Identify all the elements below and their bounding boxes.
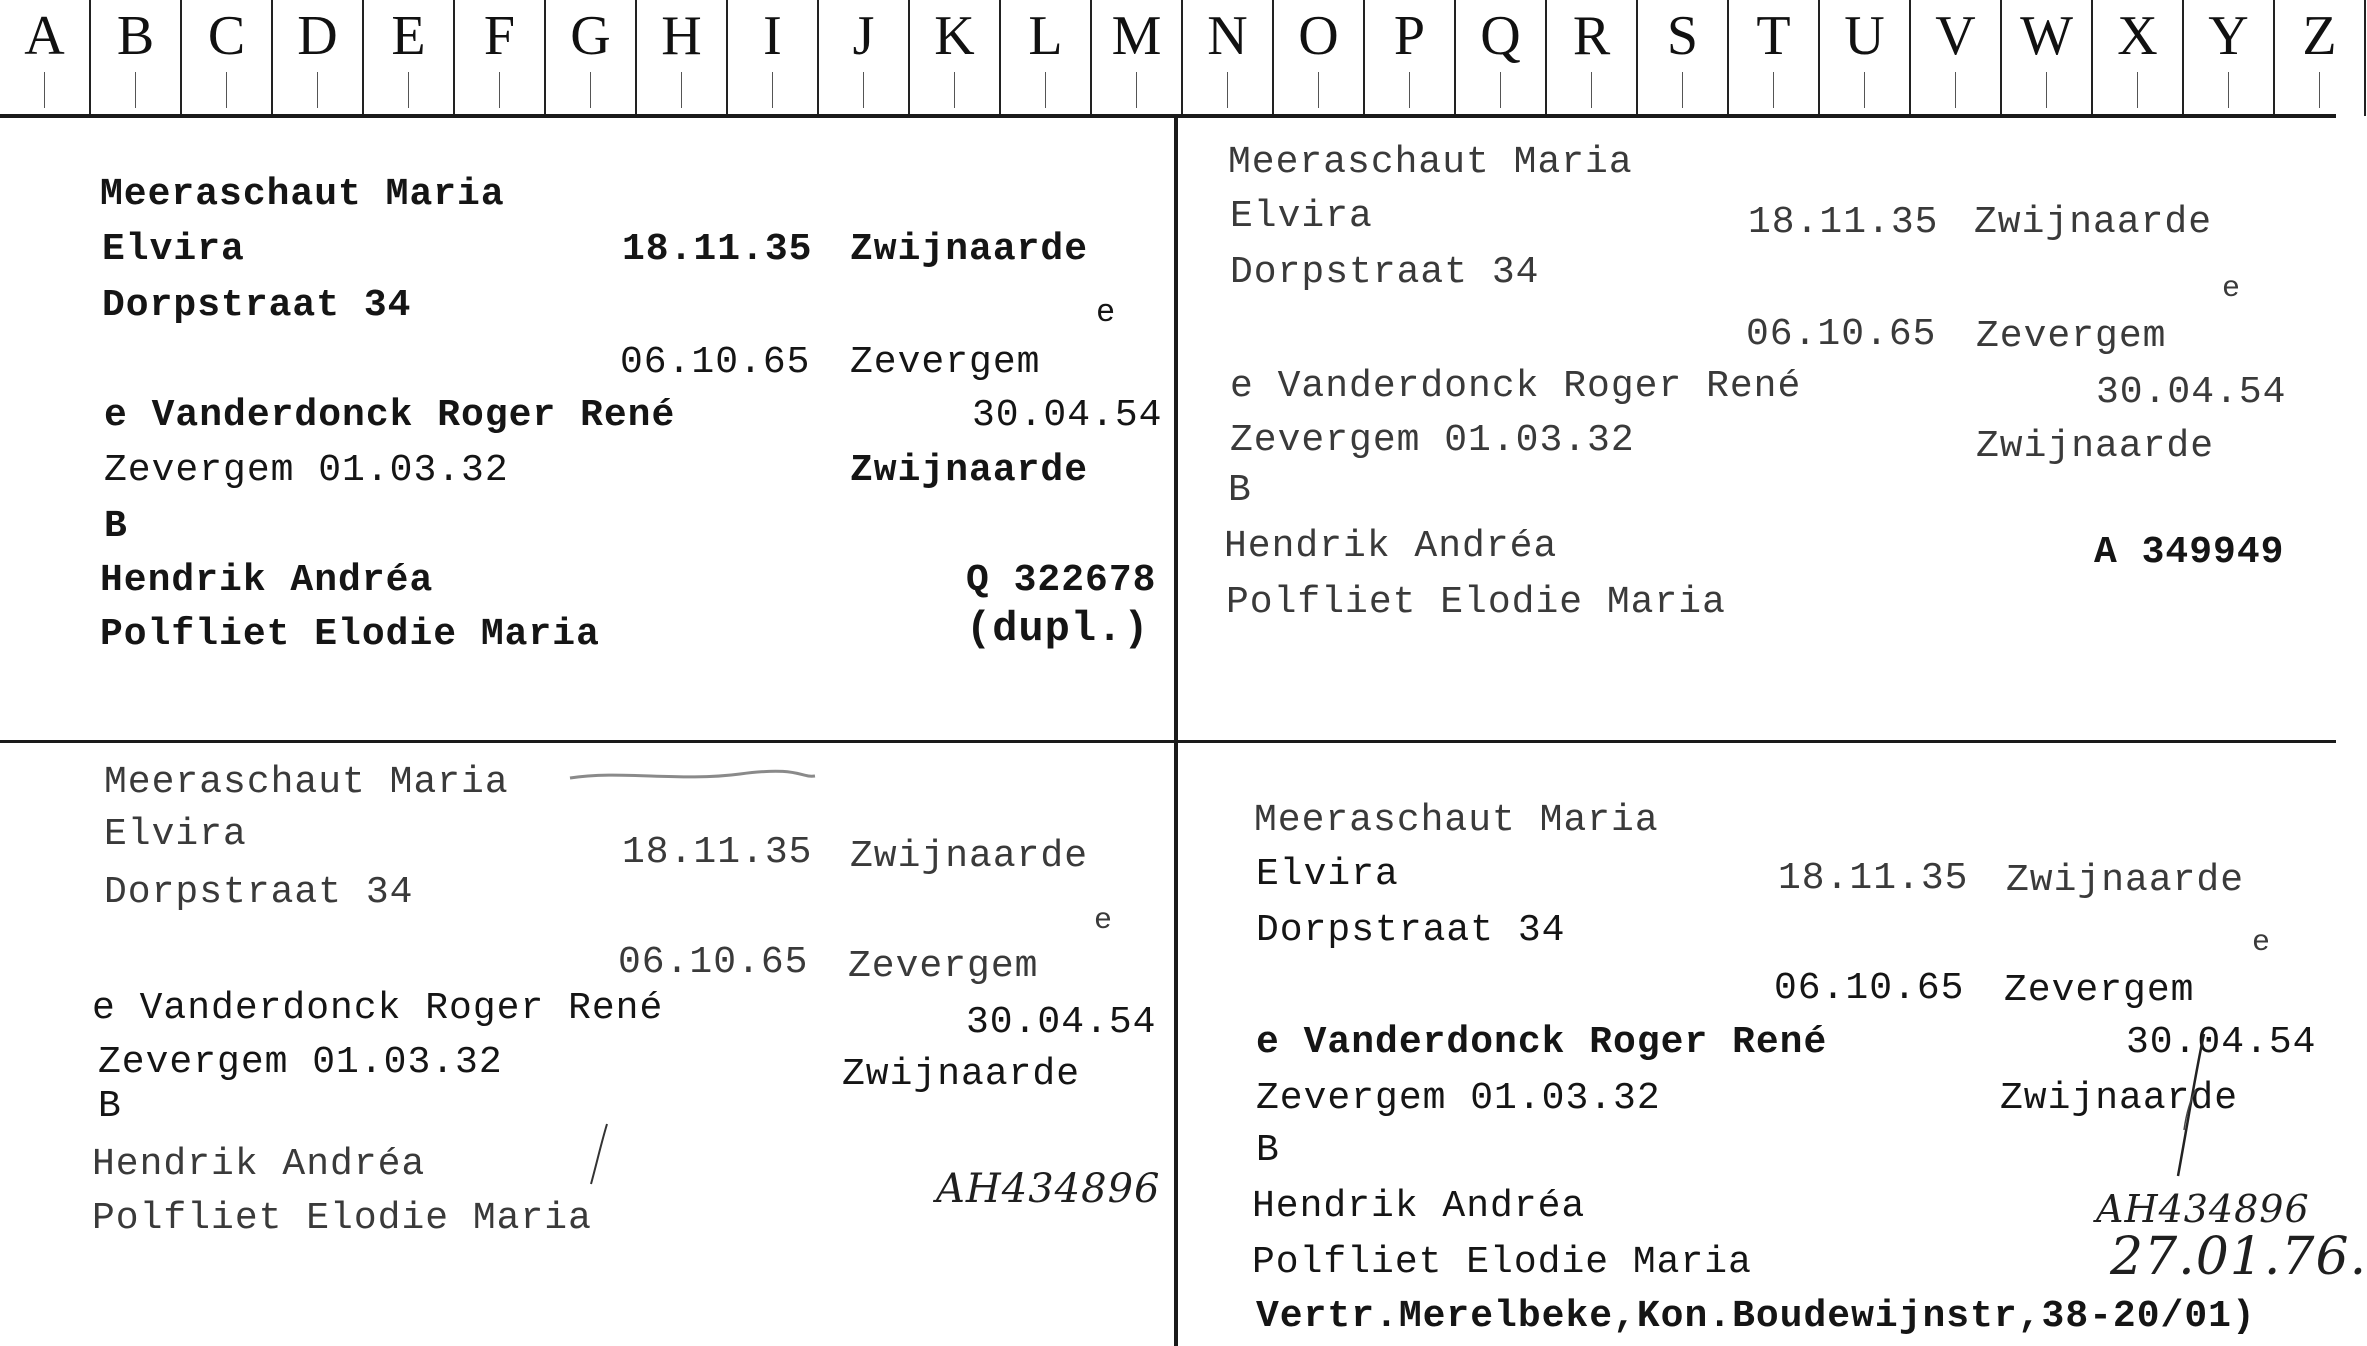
- card-given-name: Elvira: [104, 813, 247, 856]
- vertical-card-divider: [1174, 118, 1178, 1346]
- card-street: Dorpstraat 34: [104, 871, 414, 914]
- index-letter[interactable]: H: [637, 0, 728, 116]
- index-letter[interactable]: O: [1274, 0, 1365, 116]
- horizontal-card-divider: [0, 740, 2336, 743]
- card-father: Hendrik Andréa: [1224, 525, 1558, 568]
- card-street: Dorpstraat 34: [1230, 251, 1540, 294]
- card-marriage-date: 06.10.65: [618, 941, 809, 984]
- index-letter[interactable]: P: [1365, 0, 1456, 116]
- index-letter[interactable]: S: [1638, 0, 1729, 116]
- card-birth-date: 18.11.35: [622, 228, 813, 271]
- index-letter[interactable]: C: [182, 0, 273, 116]
- index-letter[interactable]: Q: [1456, 0, 1547, 116]
- index-letter[interactable]: U: [1820, 0, 1911, 116]
- card-spouse: e Vanderdonck Roger René: [104, 394, 676, 437]
- card-given-name: Elvira: [1256, 853, 1399, 896]
- card-marriage-place: Zevergem: [850, 341, 1041, 384]
- card-mother: Polfliet Elodie Maria: [100, 613, 600, 656]
- card-birth-place: Zwijnaarde: [850, 835, 1089, 878]
- card-spouse-birth: Zevergem 01.03.32: [1256, 1077, 1661, 1120]
- card-spouse-birth: Zevergem 01.03.32: [98, 1041, 503, 1084]
- card-b-mark: B: [98, 1085, 122, 1128]
- pencil-tick-mark: [585, 1120, 615, 1190]
- index-letter[interactable]: L: [1001, 0, 1092, 116]
- card-name: Meeraschaut Maria: [104, 761, 509, 804]
- index-letter[interactable]: M: [1092, 0, 1183, 116]
- card-father: Hendrik Andréa: [92, 1143, 426, 1186]
- card-given-name: Elvira: [102, 228, 245, 271]
- card-mother: Polfliet Elodie Maria: [1252, 1241, 1752, 1284]
- card-id-number: Q 322678: [966, 559, 1157, 602]
- card-marriage-date: 06.10.65: [1746, 313, 1937, 356]
- card-marriage-date: 06.10.65: [620, 341, 811, 384]
- card-id-number: AH434896: [2096, 1187, 2310, 1231]
- index-letter[interactable]: N: [1183, 0, 1274, 116]
- card-marriage-date: 06.10.65: [1774, 967, 1965, 1010]
- index-letter[interactable]: W: [2002, 0, 2093, 116]
- card-father: Hendrik Andréa: [1252, 1185, 1586, 1228]
- card-b-mark: B: [1256, 1129, 1280, 1172]
- index-letter[interactable]: T: [1729, 0, 1820, 116]
- card-spouse-date: 30.04.54: [2096, 371, 2287, 414]
- index-letter[interactable]: X: [2093, 0, 2184, 116]
- card-note: (dupl.): [966, 605, 1150, 653]
- card-spouse-place: Zwijnaarde: [842, 1053, 1081, 1096]
- card-spouse-date: 30.04.54: [966, 1001, 1157, 1044]
- pen-strike-mark: [2160, 1030, 2220, 1180]
- card-spouse-date: 30.04.54: [2126, 1021, 2317, 1064]
- card-spouse-birth: Zevergem 01.03.32: [104, 449, 509, 492]
- handwritten-date: 27.01.76.: [2110, 1227, 2367, 1287]
- card-e-mark: e: [2222, 272, 2242, 306]
- card-spouse-birth: Zevergem 01.03.32: [1230, 419, 1635, 462]
- card-mother: Polfliet Elodie Maria: [1226, 581, 1726, 624]
- card-marriage-place: Zevergem: [1976, 315, 2167, 358]
- index-letter[interactable]: J: [819, 0, 910, 116]
- card-spouse: e Vanderdonck Roger René: [1230, 365, 1802, 408]
- card-id-number: A 349949: [2094, 531, 2285, 574]
- card-mother: Polfliet Elodie Maria: [92, 1197, 592, 1240]
- card-name: Meeraschaut Maria: [1254, 799, 1659, 842]
- card-father: Hendrik Andréa: [100, 559, 434, 602]
- card-spouse-place: Zwijnaarde: [1976, 425, 2215, 468]
- card-name: Meeraschaut Maria: [100, 173, 505, 216]
- card-spouse: e Vanderdonck Roger René: [92, 987, 664, 1030]
- index-letter[interactable]: D: [273, 0, 364, 116]
- card-street: Dorpstraat 34: [102, 284, 412, 327]
- index-letter[interactable]: Z: [2275, 0, 2366, 116]
- card-spouse: e Vanderdonck Roger René: [1256, 1021, 1828, 1064]
- card-birth-place: Zwijnaarde: [1974, 201, 2213, 244]
- index-letter[interactable]: B: [91, 0, 182, 116]
- index-letter[interactable]: K: [910, 0, 1001, 116]
- index-letter[interactable]: G: [546, 0, 637, 116]
- card-marriage-place: Zevergem: [2004, 969, 2195, 1012]
- card-birth-date: 18.11.35: [1748, 201, 1939, 244]
- index-letter[interactable]: A: [0, 0, 91, 116]
- card-given-name: Elvira: [1230, 195, 1373, 238]
- card-birth-date: 18.11.35: [622, 831, 813, 874]
- card-spouse-date: 30.04.54: [972, 394, 1163, 437]
- pencil-scribble-mark: [560, 760, 820, 790]
- card-b-mark: B: [1228, 469, 1252, 512]
- index-letter[interactable]: E: [364, 0, 455, 116]
- departure-note: Vertr.Merelbeke,Kon.Boudewijnstr,38-20/01): [1256, 1295, 2256, 1338]
- card-spouse-place: Zwijnaarde: [850, 449, 1089, 492]
- card-birth-place: Zwijnaarde: [850, 228, 1089, 271]
- index-letter[interactable]: V: [1911, 0, 2002, 116]
- card-birth-date: 18.11.35: [1778, 857, 1969, 900]
- card-spouse-place: Zwijnaarde: [2000, 1077, 2239, 1120]
- header-rule: [0, 114, 2336, 118]
- card-street: Dorpstraat 34: [1256, 909, 1566, 952]
- card-e-mark: e: [1094, 904, 1114, 938]
- card-birth-place: Zwijnaarde: [2006, 859, 2245, 902]
- card-e-mark: e: [2252, 926, 2272, 960]
- card-id-number: AH434896: [936, 1166, 1161, 1212]
- card-b-mark: B: [104, 505, 128, 548]
- index-letter[interactable]: I: [728, 0, 819, 116]
- card-name: Meeraschaut Maria: [1228, 141, 1633, 184]
- card-e-mark: e: [1096, 294, 1117, 331]
- alphabet-index-bar: [0, 0, 2336, 116]
- index-letter[interactable]: Y: [2184, 0, 2275, 116]
- card-marriage-place: Zevergem: [848, 945, 1039, 988]
- index-letter[interactable]: R: [1547, 0, 1638, 116]
- index-letter[interactable]: F: [455, 0, 546, 116]
